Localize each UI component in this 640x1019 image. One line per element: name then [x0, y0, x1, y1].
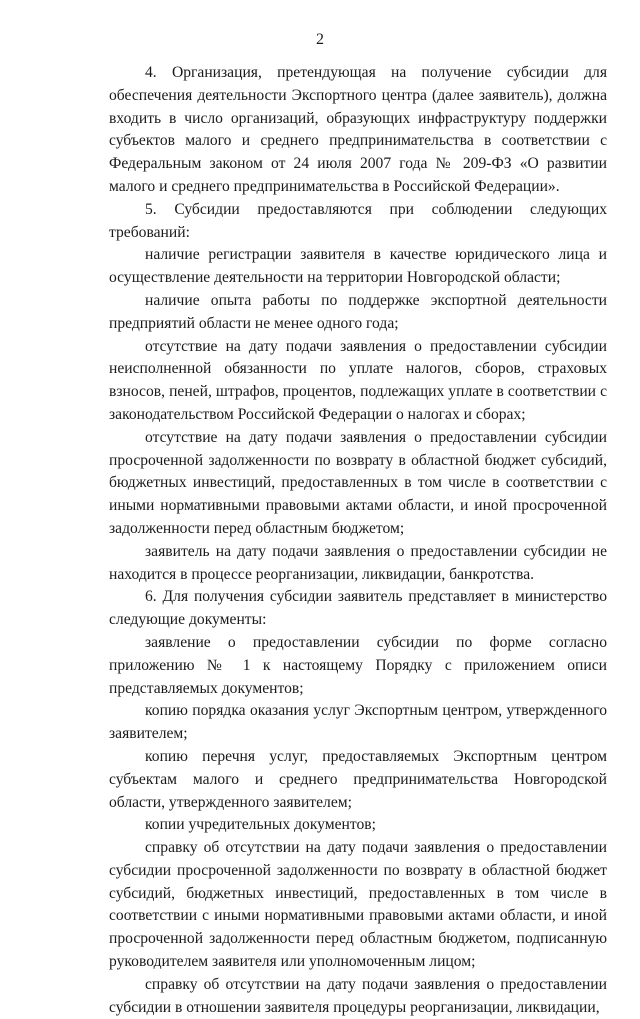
paragraph: наличие опыта работы по поддержке экспортной деятельности предприятий области не менее одного года; [109, 291, 607, 332]
paragraph: справку об отсутствии на дату подачи заявления о предоставлении субсидии в отношении заявителя процедуры реорганизации, ликвидации, [109, 975, 607, 1016]
paragraph: справку об отсутствии на дату подачи заявления о предоставлении субсидии просроченной задолженности по возврату в областной бюджет субсидий, бюджетных инвестиций, предоставленных в том числе в соответствии с иными нормативными правовыми актами области, и иной просроченной задолженности перед областным бюджетом, подписанную руководителем заявителя или уполномоченным лицом; [109, 839, 607, 971]
paragraph: 5. Субсидии предоставляются при соблюдении следующих требований: [109, 200, 607, 241]
document-body [109, 62, 607, 1019]
paragraph: копии учредительных документов; [145, 816, 377, 834]
paragraph: заявление о предоставлении субсидии по форме согласно приложению № 1 к настоящему Порядку с приложением описи представляемых документов; [109, 633, 607, 697]
paragraph: копию порядка оказания услуг Экспортным центром, утвержденного заявителем; [109, 702, 607, 743]
paragraph: наличие регистрации заявителя в качестве юридического лица и осуществление деятельности на территории Новгородской области; [109, 246, 607, 287]
paragraph: отсутствие на дату подачи заявления о предоставлении субсидии просроченной задолженности по возврату в областной бюджет субсидий, бюджетных инвестиций, предоставленных в том числе в соответствии с иными нормативными правовыми актами области, и иной просроченной задолженности перед областным бюджетом; [109, 428, 607, 537]
paragraph: копию перечня услуг, предоставляемых Экспортным центром субъектам малого и среднего предпринимательства Новгородской области, утвержденного заявителем; [109, 747, 607, 811]
paragraph: 4. Организация, претендующая на получение субсидии для обеспечения деятельности Экспортного центра (далее заявитель), должна входить в число организаций, образующих инфраструктуру поддержки субъектов малого и среднего предпринимательства в соответствии с Федеральным законом от 24 июля 2007 года № 209-ФЗ «О развитии малого и среднего предпринимательства в Российской Федерации». [109, 64, 607, 195]
paragraph: заявитель на дату подачи заявления о предоставлении субсидии не находится в процессе реорганизации, ликвидации, банкротства. [109, 542, 607, 583]
paragraph: 6. Для получения субсидии заявитель представляет в министерство следующие документы: [109, 588, 607, 629]
page-number: 2 [316, 31, 324, 48]
paragraph: отсутствие на дату подачи заявления о предоставлении субсидии неисполненной обязанности по уплате налогов, сборов, страховых взносов, пеней, штрафов, процентов, подлежащих уплате в соответствии с законодательством Российской Федерации о налогах и сборах; [109, 337, 607, 423]
